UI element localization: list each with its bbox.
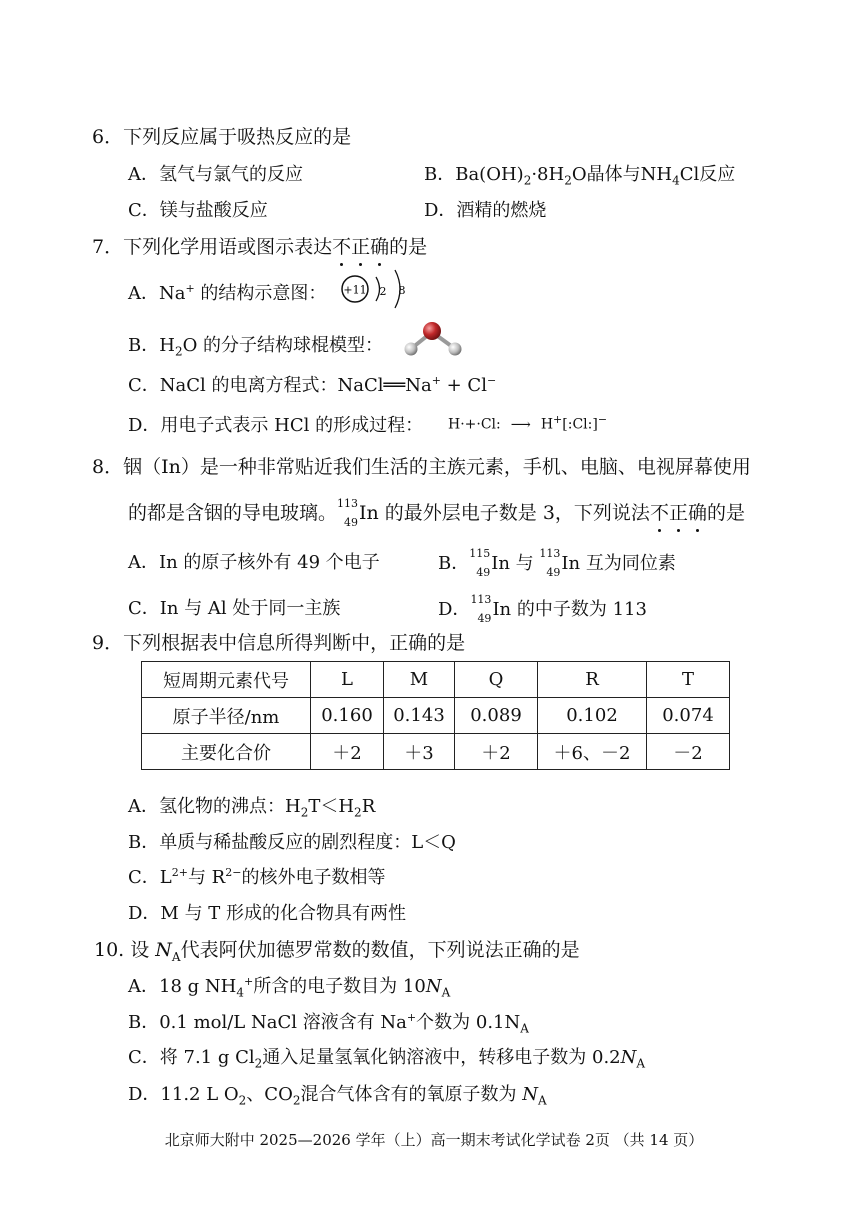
table-cell: ＋6、－2: [538, 734, 647, 770]
svg-text:8: 8: [398, 284, 406, 297]
table-cell: 0.102: [538, 698, 647, 734]
q7-option-b: B．$H_2O$ 的分子结构球棍模型：: [128, 335, 384, 359]
table-row: [142, 734, 730, 770]
table-cell: M: [384, 662, 455, 698]
table-cell: T: [647, 662, 730, 698]
q10-option-c: C．将 7.1 g $Cl_2$通入足量氢氧化钠溶液中，转移电子数为 $0.2N_A$: [128, 1047, 646, 1071]
table-cell: ＋2: [311, 734, 384, 770]
in113-nuclide-3: 113 49: [470, 593, 492, 625]
question-6-stem: 6．下列反应属于吸热反应的是: [92, 126, 352, 148]
table-cell: 0.143: [384, 698, 455, 734]
question-7-stem: 7．下列化学用语或图示表达不正确的是: [92, 232, 427, 259]
sodium-ion-structure-diagram: [338, 268, 418, 310]
q10-option-a: A．18 g $NH_4^+$所含的电子数目为 $10N_A$: [128, 975, 451, 1000]
q6-option-c: C．镁与盐酸反应: [128, 200, 268, 221]
q8-option-b: B． 115 49 In 与 113 49 In 互为同位素: [438, 547, 676, 579]
in115-nuclide: 115 49: [469, 547, 491, 579]
water-ball-stick-model-icon: [402, 320, 464, 358]
q8-option-d: D． 113 49 In 的中子数为 113: [438, 593, 647, 625]
table-cell: 短周期元素代号: [142, 662, 311, 698]
table-cell: 0.160: [311, 698, 384, 734]
table-row: [142, 662, 730, 698]
table-cell: 原子半径/nm: [142, 698, 311, 734]
table-row: [142, 698, 730, 734]
table-cell: L: [311, 662, 384, 698]
question-10-stem: 10. 设 $N_A$代表阿伏加德罗常数的数值，下列说法正确的是: [94, 939, 580, 964]
page-footer: 北京师大附中 2025—2026 学年（上）高一期末考试化学试卷 2页 （共 14 页）: [164, 1131, 704, 1149]
table-cell: ＋3: [384, 734, 455, 770]
table-cell: －2: [647, 734, 730, 770]
q6-option-b: B．$Ba(OH)_2\cdot 8H_2O$晶体与$NH_4Cl$反应: [424, 164, 736, 188]
q7-option-c: C．NaCl 的电离方程式：NaCl══Na+ + Cl−: [128, 374, 497, 396]
q6-option-a: A．氢气与氯气的反应: [128, 164, 303, 185]
question-8-line2: 的都是含铟的导电玻璃。 113 49 In 的最外层电子数是 3，下列说法不正确的是: [128, 497, 745, 529]
q7-option-a: A．Na+ 的结构示意图：: [128, 282, 327, 304]
hcl-electron-formation: H·+·Cl: ⟶ H+[:Cl:]−: [448, 413, 608, 433]
q9-option-b: B．单质与稀盐酸反应的剧烈程度：L＜Q: [128, 832, 456, 853]
table-cell: ＋2: [455, 734, 538, 770]
table-cell: 0.074: [647, 698, 730, 734]
question-9-stem: 9．下列根据表中信息所得判断中，正确的是: [92, 632, 466, 654]
in113-nuclide-2: 113 49: [539, 547, 561, 579]
svg-text:2: 2: [379, 285, 387, 298]
q9-option-d: D．M 与 T 形成的化合物具有两性: [128, 903, 407, 924]
q6-option-d: D．酒精的燃烧: [424, 200, 547, 221]
q10-option-b: B．0.1 mol/L NaCl 溶液含有 Na+个数为 $0.1N_A$: [128, 1011, 529, 1036]
table-cell: R: [538, 662, 647, 698]
q8-option-c: C．In 与 Al 处于同一主族: [128, 598, 341, 619]
table-cell: 0.089: [455, 698, 538, 734]
q8-option-a: A．In 的原子核外有 49 个电子: [128, 552, 380, 573]
table-cell: 主要化合价: [142, 734, 311, 770]
table-cell: Q: [455, 662, 538, 698]
q9-option-a: A．氢化物的沸点：$H_2T<H_2R$: [128, 796, 376, 820]
q10-option-d: D．11.2 L $O_2$、$CO_2$混合气体含有的氧原子数为 $N_A$: [128, 1084, 547, 1108]
question-8-line1: 8．铟（In）是一种非常贴近我们生活的主族元素，手机、电脑、电视屏幕使用: [92, 456, 751, 478]
in113-nuclide-1: 113 49: [337, 497, 359, 529]
element-info-table: [141, 661, 730, 770]
q9-option-c: C．$L^{2+}$与 $R^{2-}$的核外电子数相等: [128, 866, 386, 888]
svg-text:+11: +11: [343, 283, 367, 297]
q7-option-d: D．用电子式表示 HCl 的形成过程：: [128, 415, 424, 436]
